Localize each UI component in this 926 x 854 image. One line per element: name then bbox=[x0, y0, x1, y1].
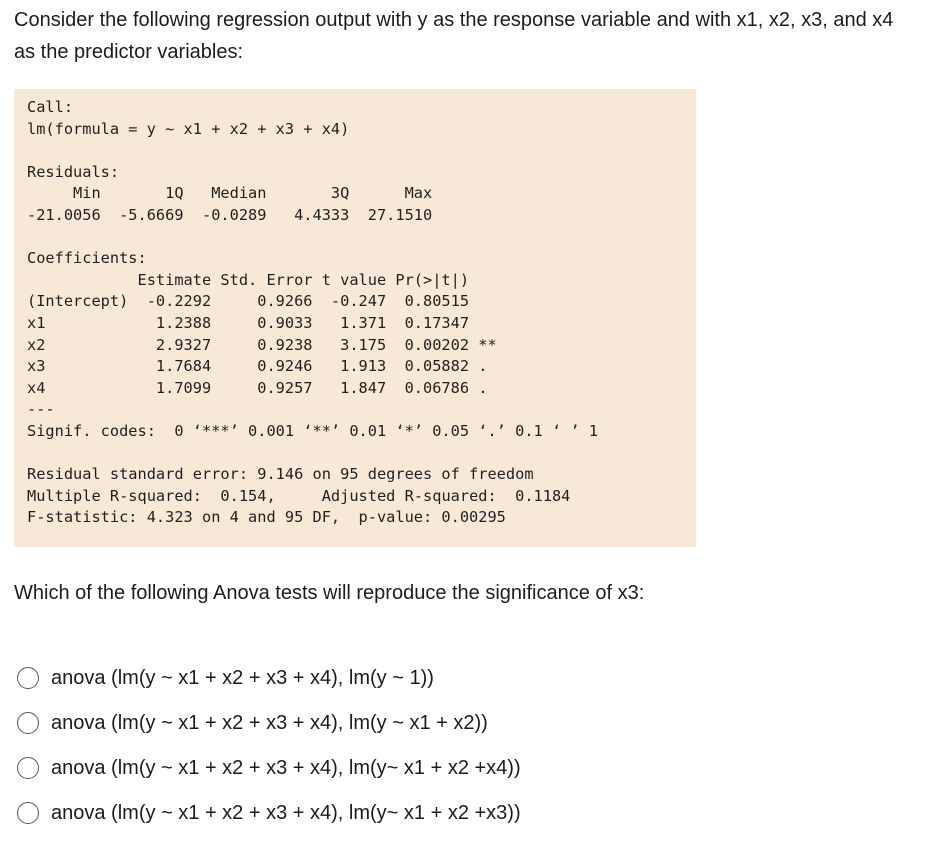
radio-button-icon[interactable] bbox=[17, 802, 39, 824]
answer-option-label: anova (lm(y ~ x1 + x2 + x3 + x4), lm(y~ x1 + x2 +x3)) bbox=[51, 801, 521, 824]
radio-button-icon[interactable] bbox=[17, 757, 39, 779]
answer-options bbox=[17, 655, 521, 835]
answer-option-label: anova (lm(y ~ x1 + x2 + x3 + x4), lm(y~ x1 + x2 +x4)) bbox=[51, 756, 521, 779]
regression-output-text: Call: lm(formula = y ~ x1 + x2 + x3 + x4) Residuals: Min 1Q Median 3Q Max -21.0056 -5.6669 -0.0289 4.4333 27.1510 Coefficients: Estimate Std. Error t value Pr(>|t|) (Intercept) -0.2292 0.9266 -0.247 0.80515 x1 1.2388 0.9033 1.371 0.17347 x2 2.9327 0.9238 3.175 0.00202 ** x3 1.7684 0.9246 1.913 0.05882 . x4 1.7099 0.9257 1.847 0.06786 . --- Signif. codes: 0 ‘***’ 0.001 ‘**’ 0.01 ‘*’ 0.05 ‘.’ 0.1 ‘ ’ 1 Residual standard error: 9.146 on 95 degrees of freedom Multiple R-squared: 0.154, Adjusted R-squared: 0.1184 F-statistic: 4.323 on 4 and 95 DF, p-value: 0.00295 bbox=[27, 98, 598, 527]
answer-option-1[interactable] bbox=[17, 655, 521, 700]
radio-button-icon[interactable] bbox=[17, 712, 39, 734]
answer-option-3[interactable] bbox=[17, 745, 521, 790]
answer-option-label: anova (lm(y ~ x1 + x2 + x3 + x4), lm(y ~ 1)) bbox=[51, 666, 434, 689]
answer-option-label: anova (lm(y ~ x1 + x2 + x3 + x4), lm(y ~ x1 + x2)) bbox=[51, 711, 488, 734]
question-prompt: Which of the following Anova tests will reproduce the significance of x3: bbox=[14, 582, 645, 604]
radio-button-icon[interactable] bbox=[17, 667, 39, 689]
answer-option-4[interactable] bbox=[17, 790, 521, 835]
question-intro: Consider the following regression output with y as the response variable and with x1, x2, x3, and x4 as the predictor variables: bbox=[14, 9, 894, 63]
answer-option-2[interactable] bbox=[17, 700, 521, 745]
regression-output-box bbox=[14, 89, 696, 547]
